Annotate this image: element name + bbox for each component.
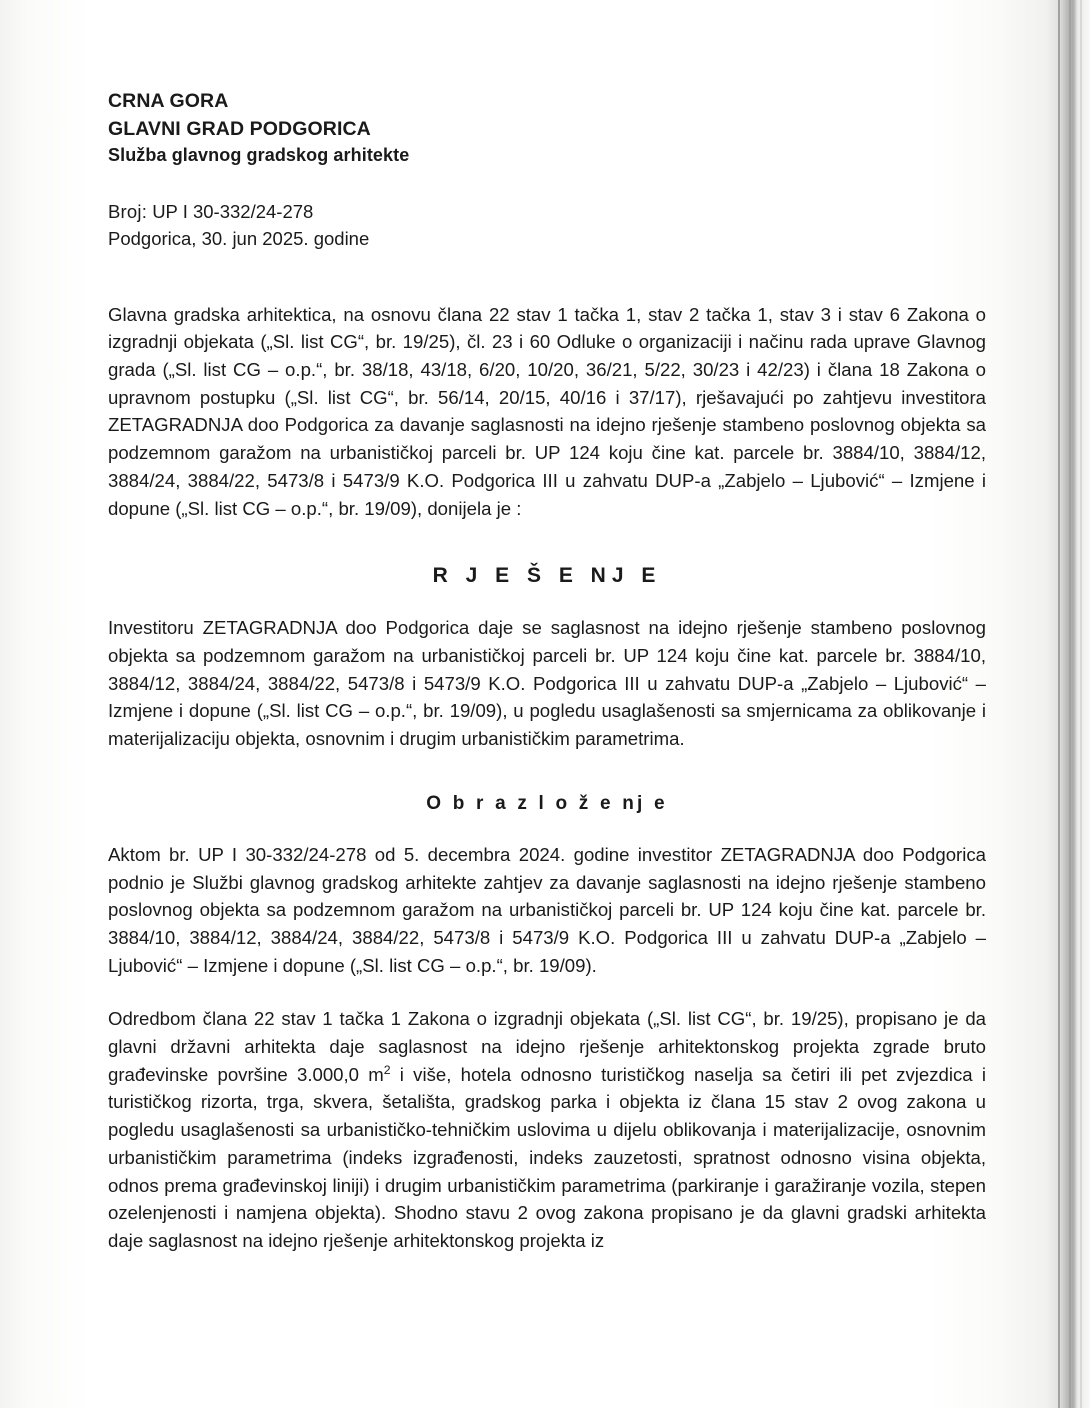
reference-number-label: Broj:	[108, 200, 148, 222]
decision-heading: R J E Š E NJ E	[432, 564, 662, 588]
decision-paragraph: Investitoru ZETAGRADNJA doo Podgorica daje se saglasnost na idejno rješenje stambeno poslovnog objekta sa podzemnom garažom na urbanističkoj parceli br. UP 124 koju čine kat. parcele br. 3884/10, 3884/12, 3884/24, 3884/22, 5473/8 i 5473/9 K.O. Podgorica III u zahvatu DUP-a „Zabjelo – Ljubović“ – Izmjene i dopune („Sl. list CG – o.p.“, br. 19/09), u pogledu usaglašenosti sa smjernicama za oblikovanje i materijalizaciju objekta, osnovnim i drugim urbanističkim parametrima.	[108, 617, 986, 750]
reference-number-line	[108, 198, 986, 225]
letterhead	[108, 88, 986, 169]
letterhead-department: Služba glavnog gradskog arhitekte	[108, 145, 410, 166]
explanation-paragraph-2	[108, 1005, 986, 1254]
explanation-paragraph-1: Aktom br. UP I 30-332/24-278 od 5. decembra 2024. godine investitor ZETAGRADNJA doo Podgorica podnio je Službi glavnog gradskog arhitekte zahtjev za davanje saglasnosti na idejno rješenje stambeno poslovnog objekta sa podzemnom garažom na urbanističkoj parceli br. UP 124 koju čine kat. parcele br. 3884/10, 3884/12, 3884/24, 3884/22, 5473/8 i 5473/9 K.O. Podgorica III u zahvatu DUP-a „Zabjelo – Ljubović“ – Izmjene i dopune („Sl. list CG – o.p.“, br. 19/09).	[108, 843, 986, 976]
place-date-line: Podgorica, 30. jun 2025. godine	[108, 228, 370, 250]
reference-number-value: UP I 30-332/24-278	[152, 200, 314, 222]
letterhead-city: GLAVNI GRAD PODGORICA	[108, 117, 371, 140]
binding-line	[1080, 0, 1082, 1408]
page-binding-edge	[1046, 0, 1090, 1408]
letterhead-country: CRNA GORA	[108, 90, 229, 112]
explanation-heading: O b r a z l o ž e nj e	[426, 792, 668, 814]
binding-line	[1069, 0, 1071, 1408]
square-meter-exponent: 2	[383, 1062, 391, 1077]
binding-line	[1058, 0, 1060, 1408]
explanation-paragraph-2-part2: i više, hotela odnosno turističkog naselja sa četiri ili pet zvjezdica i turističkog rizorta, trga, skvera, šetališta, gradskog parka i objekta iz člana 15 stav 2 ovog zakona u pogledu usaglašenosti sa urbanističko-tehničkim uslovima u dijelu oblikovanja i materijalizacije, osnovnim urbanističkim parametrima (indeks izgrađenosti, indeks zauzetosti, spratnost odnosno visina objekta, odnos prema građevinskoj liniji) i drugim urbanističkim parametrima (parkiranje i garažiranje vozila, stepen ozelenjenosti i namjena objekta). Shodno stavu 2 ovog zakona propisano je da glavni gradski arhitekta daje saglasnost na idejno rješenje arhitektonskog projekta iz	[108, 1063, 986, 1251]
explanation-paragraph-2-part1: Odredbom člana 22 stav 1 tačka 1 Zakona o izgradnji objekata („Sl. list CG“, br. 19/25), propisano je da glavni državni arhitekta daje saglasnost na idejno rješenje arhitektonskog projekta zgrade bruto građevinske površine 3.000,0 m	[108, 1008, 986, 1085]
document-meta	[108, 198, 986, 253]
document-body	[108, 0, 986, 1408]
intro-paragraph: Glavna gradska arhitektica, na osnovu člana 22 stav 1 tačka 1, stav 2 tačka 1, stav 3 i stav 6 Zakona o izgradnji objekata („Sl. list CG“, br. 19/25), čl. 23 i 60 Odluke o organizaciji i načinu rada uprave Glavnog grada („Sl. list CG – o.p.“, br. 38/18, 43/18, 6/20, 10/20, 36/21, 5/22, 30/23 i 42/23) i člana 18 Zakona o upravnom postupku („Sl. list CG“, br. 56/14, 20/15, 40/16 i 37/17), rješavajući po zahtjevu investitora ZETAGRADNJA doo Podgorica za davanje saglasnosti na idejno rješenje stambeno poslovnog objekta sa podzemnom garažom na urbanističkoj parceli br. UP 124 koju čine kat. parcele br. 3884/10, 3884/12, 3884/24, 3884/22, 5473/8 i 5473/9 K.O. Podgorica III u zahvatu DUP-a „Zabjelo – Ljubović“ – Izmjene i dopune („Sl. list CG – o.p.“, br. 19/09), donijela je :	[108, 303, 986, 519]
